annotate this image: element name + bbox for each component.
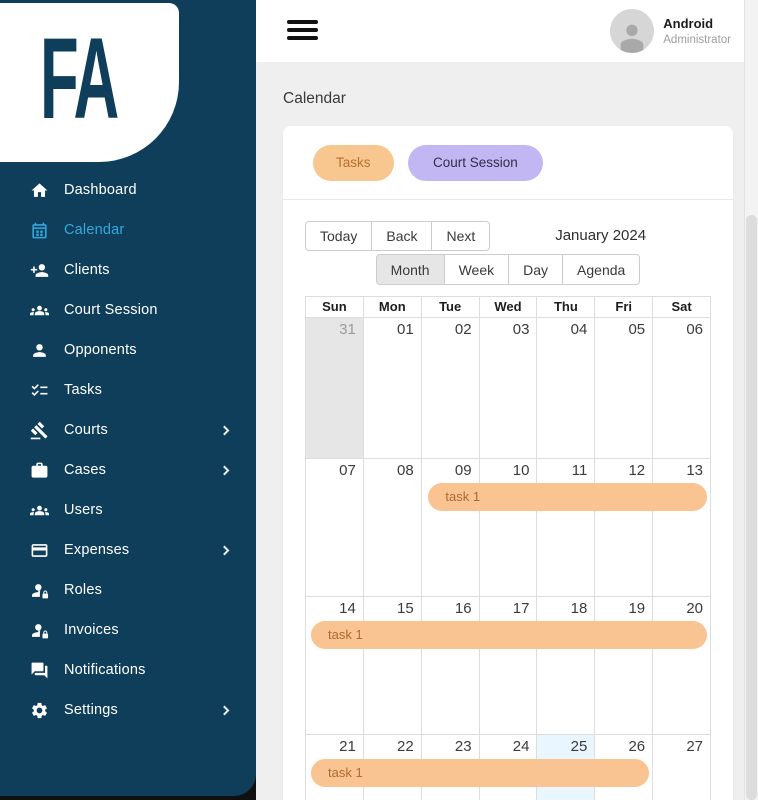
- sidebar-item-invoices[interactable]: [0, 610, 256, 650]
- gavel-icon: [30, 421, 49, 440]
- calendar-card: [283, 126, 733, 800]
- day-header: Sun: [322, 299, 347, 314]
- date-cell[interactable]: [652, 597, 710, 734]
- day-header: Fri: [594, 297, 652, 317]
- date-number: 18: [570, 600, 588, 617]
- next-button[interactable]: Next: [431, 221, 490, 251]
- sidebar-item-label: Notifications: [64, 662, 146, 678]
- date-number: 31: [339, 321, 356, 338]
- week-row: [306, 734, 710, 800]
- user-name: Android: [663, 16, 714, 31]
- user-role: Administrator: [663, 34, 731, 46]
- sidebar-item-users[interactable]: [0, 490, 256, 530]
- day-header: Mon: [363, 297, 421, 317]
- sidebar-item-expenses[interactable]: [0, 530, 256, 570]
- date-cell[interactable]: [536, 597, 594, 734]
- date-number: 11: [571, 462, 588, 479]
- card-icon: [30, 541, 49, 560]
- sidebar-item-label: Clients: [64, 262, 110, 278]
- view-button-agenda[interactable]: Agenda: [562, 254, 640, 285]
- week-row: [306, 318, 710, 458]
- date-cell[interactable]: [479, 597, 537, 734]
- date-cell[interactable]: [306, 459, 363, 596]
- person-lock-icon: [30, 621, 49, 640]
- groups-icon: [30, 501, 49, 520]
- week-row: [306, 596, 710, 734]
- topbar: [256, 0, 758, 62]
- sidebar-item-label: Courts: [64, 422, 108, 438]
- date-cell[interactable]: [594, 318, 652, 458]
- sidebar-item-label: Expenses: [64, 542, 130, 558]
- sidebar-item-notifications[interactable]: [0, 650, 256, 690]
- month-grid: [305, 296, 711, 800]
- date-number: 21: [339, 738, 356, 755]
- forum-icon: [30, 661, 49, 680]
- date-number: 02: [454, 321, 472, 338]
- back-button[interactable]: Back: [371, 221, 432, 251]
- date-number: 04: [570, 321, 588, 338]
- view-button-group: [305, 254, 711, 285]
- sidebar-item-courts[interactable]: [0, 410, 256, 450]
- date-cell[interactable]: [421, 459, 479, 596]
- view-button-week[interactable]: Week: [444, 254, 510, 285]
- date-cell[interactable]: [306, 318, 363, 458]
- date-number: 07: [339, 462, 356, 479]
- date-cell[interactable]: [594, 597, 652, 734]
- chevron-right-icon: [220, 465, 230, 475]
- day-header: Wed: [479, 297, 537, 317]
- sidebar-item-label: Opponents: [64, 342, 137, 358]
- calendar-toolbar: [305, 221, 711, 251]
- sidebar-item-label: Calendar: [64, 222, 125, 238]
- date-cell[interactable]: [363, 459, 421, 596]
- event-title: task 1: [328, 765, 363, 780]
- person-icon: [30, 341, 49, 360]
- event-pill-task[interactable]: [428, 483, 707, 511]
- court-session-filter-pill[interactable]: Court Session: [408, 145, 543, 181]
- day-header-row: [306, 297, 710, 318]
- scrollbar[interactable]: [744, 0, 758, 800]
- sidebar-item-roles[interactable]: [0, 570, 256, 610]
- date-cell[interactable]: [363, 318, 421, 458]
- sidebar: [0, 0, 256, 796]
- calendar-icon: [30, 221, 49, 240]
- sidebar-item-label: Cases: [64, 462, 107, 478]
- nav-button-group: [305, 221, 490, 251]
- date-number: 23: [454, 738, 472, 755]
- sidebar-item-opponents[interactable]: [0, 330, 256, 370]
- date-number: 12: [628, 462, 646, 479]
- calendar: [283, 200, 733, 800]
- user-meta: [663, 16, 731, 46]
- page-title: Calendar: [283, 90, 346, 107]
- home-icon: [30, 181, 49, 200]
- groups-icon: [30, 301, 49, 320]
- month-label: January 2024: [555, 227, 647, 244]
- date-number: 15: [397, 600, 414, 617]
- date-number: 24: [512, 738, 530, 755]
- date-number: 05: [628, 321, 646, 338]
- date-number: 14: [339, 600, 356, 617]
- date-cell[interactable]: [536, 318, 594, 458]
- checklist-icon: [30, 381, 49, 400]
- sidebar-item-calendar[interactable]: [0, 210, 256, 250]
- date-number: 06: [686, 321, 704, 338]
- sidebar-item-tasks[interactable]: [0, 370, 256, 410]
- event-pill-task[interactable]: [311, 621, 707, 649]
- tasks-filter-pill[interactable]: Tasks: [313, 145, 394, 181]
- date-number: 10: [512, 462, 530, 479]
- date-number: 17: [512, 600, 530, 617]
- briefcase-icon: [30, 461, 49, 480]
- week-row: [306, 458, 710, 596]
- date-cell[interactable]: [479, 318, 537, 458]
- date-number: 09: [454, 462, 472, 479]
- sidebar-item-label: Roles: [64, 582, 103, 598]
- sidebar-item-label: Users: [64, 502, 103, 518]
- sidebar-item-label: Settings: [64, 702, 118, 718]
- gear-icon: [30, 701, 49, 720]
- hamburger-menu-icon[interactable]: [287, 20, 318, 44]
- legend: [283, 126, 733, 200]
- date-number: 19: [628, 600, 646, 617]
- sidebar-item-court-session[interactable]: [0, 290, 256, 330]
- event-title: task 1: [445, 489, 481, 504]
- logo-text: FA: [40, 13, 118, 143]
- date-cell[interactable]: [306, 597, 363, 734]
- sidebar-item-dashboard[interactable]: [0, 170, 256, 210]
- today-button[interactable]: Today: [305, 221, 372, 251]
- date-cell[interactable]: [652, 459, 710, 596]
- sidebar-item-clients[interactable]: [0, 250, 256, 290]
- date-number: 26: [628, 738, 646, 755]
- sidebar-item-label: Dashboard: [64, 182, 137, 198]
- date-number: 22: [397, 738, 414, 755]
- view-button-month[interactable]: Month: [376, 254, 445, 285]
- date-cell[interactable]: [536, 459, 594, 596]
- date-number: 01: [397, 321, 414, 338]
- day-header: Tue: [421, 297, 479, 317]
- person-add-icon: [30, 261, 49, 280]
- logo[interactable]: [0, 3, 179, 162]
- sidebar-item-label: Tasks: [64, 382, 103, 398]
- date-cell[interactable]: [594, 459, 652, 596]
- view-button-day[interactable]: Day: [508, 254, 563, 285]
- day-header: Sat: [652, 297, 710, 317]
- event-pill-task[interactable]: [311, 759, 649, 787]
- date-number: 13: [686, 462, 704, 479]
- date-cell[interactable]: [421, 318, 479, 458]
- sidebar-item-settings[interactable]: [0, 690, 256, 730]
- person-lock-icon: [30, 581, 49, 600]
- event-title: task 1: [328, 627, 363, 642]
- date-cell[interactable]: [421, 597, 479, 734]
- date-number: 08: [397, 462, 414, 479]
- scrollbar-thumb[interactable]: [746, 215, 757, 800]
- main-content: [256, 0, 758, 800]
- user-menu[interactable]: [610, 9, 731, 53]
- date-number: 20: [686, 600, 704, 617]
- date-number: 25: [570, 738, 588, 755]
- sidebar-item-label: Court Session: [64, 302, 158, 318]
- day-header: Thu: [536, 297, 594, 317]
- avatar: [610, 9, 654, 53]
- date-number: 27: [686, 738, 704, 755]
- date-cell[interactable]: [652, 735, 710, 800]
- date-number: 16: [454, 600, 472, 617]
- sidebar-item-label: Invoices: [64, 622, 119, 638]
- sidebar-item-cases[interactable]: [0, 450, 256, 490]
- chevron-right-icon: [220, 425, 230, 435]
- date-cell[interactable]: [363, 597, 421, 734]
- date-number: 03: [512, 321, 530, 338]
- chevron-right-icon: [220, 545, 230, 555]
- sidebar-menu: [0, 170, 256, 730]
- date-cell[interactable]: [652, 318, 710, 458]
- chevron-right-icon: [220, 705, 230, 715]
- date-cell[interactable]: [479, 459, 537, 596]
